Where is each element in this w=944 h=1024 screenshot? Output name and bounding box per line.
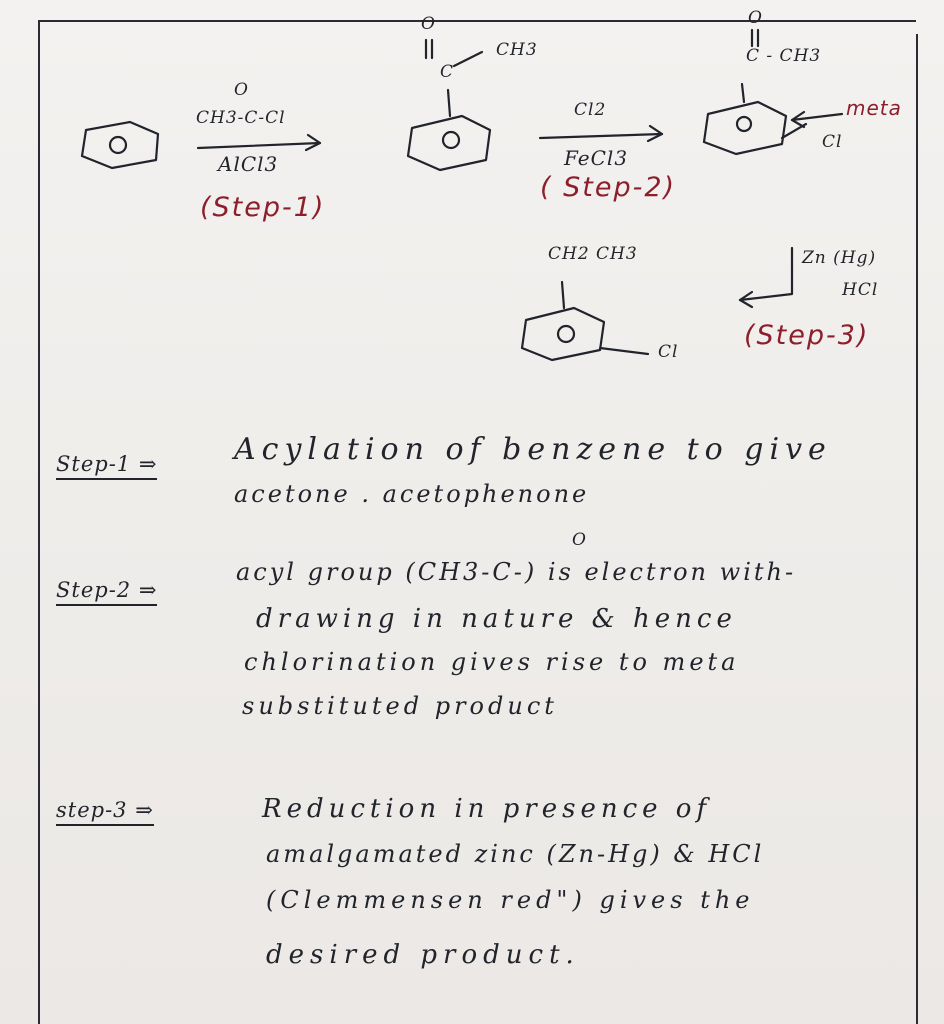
reagent1-oxygen: O bbox=[234, 80, 249, 100]
note-step-2-line-4: substituted product bbox=[242, 692, 558, 720]
product1-methyl: CH3 bbox=[496, 40, 538, 60]
benzene-ring-4-circle bbox=[558, 326, 574, 342]
benzene-ring-2-circle bbox=[443, 132, 459, 148]
reagent3-zn-hg: Zn (Hg) bbox=[802, 248, 877, 268]
benzene-ring-1-circle bbox=[110, 137, 126, 153]
benzene-ring-3-circle bbox=[737, 117, 751, 131]
arrow-2-shaft bbox=[540, 134, 662, 138]
note-step-2-acyl-oxygen: O bbox=[572, 530, 587, 550]
product3-ethyl: CH2 CH3 bbox=[548, 244, 638, 264]
note-step-3-line-4: desired product. bbox=[266, 940, 580, 970]
ring4-stem bbox=[562, 282, 564, 308]
step1-label: (Step-1) bbox=[200, 192, 326, 223]
note-step-3-line-2: amalgamated zinc (Zn-Hg) & HCl bbox=[266, 840, 765, 868]
note-step-2-line-1: acyl group (CH3-C-) is electron with- bbox=[236, 558, 797, 586]
benzene-ring-3 bbox=[704, 102, 786, 154]
note-step-3-label: step-3 ⇒ bbox=[56, 798, 154, 826]
benzene-ring-4 bbox=[522, 308, 604, 360]
cl-bond-4 bbox=[600, 348, 648, 354]
product3-chlorine: Cl bbox=[658, 342, 679, 362]
reagent2-cl2: Cl2 bbox=[574, 100, 607, 120]
note-step-1-line-2: acetone . acetophenone bbox=[234, 480, 590, 508]
product1-carbon: C bbox=[440, 62, 455, 82]
note-step-2-label: Step-2 ⇒ bbox=[56, 578, 157, 606]
arrow-3 bbox=[740, 248, 792, 300]
note-step-1-line-1: Acylation of benzene to give bbox=[234, 432, 832, 467]
ring2-stem bbox=[448, 90, 450, 116]
product2-oxygen: O bbox=[748, 8, 763, 28]
benzene-ring-2 bbox=[408, 116, 490, 170]
benzene-ring-1 bbox=[82, 122, 158, 168]
product2-chlorine: Cl bbox=[822, 132, 843, 152]
note-step-1-label: Step-1 ⇒ bbox=[56, 452, 157, 480]
product1-oxygen: O bbox=[421, 14, 436, 34]
note-step-3-line-3: (Clemmensen red") gives the bbox=[266, 886, 755, 914]
note-step-2-line-3: chlorination gives rise to meta bbox=[244, 648, 740, 676]
product2-acetyl: C - CH3 bbox=[746, 46, 822, 66]
note-step-3-line-1: Reduction in presence of bbox=[262, 794, 712, 824]
arrow-1-shaft bbox=[198, 143, 320, 148]
reagent3-hcl: HCl bbox=[842, 280, 879, 300]
reagent1-alcl3: AlCl3 bbox=[218, 152, 279, 176]
acetyl-bond-1 bbox=[454, 52, 482, 66]
step2-label: ( Step-2) bbox=[540, 172, 677, 203]
meta-label: meta bbox=[846, 96, 902, 120]
reagent1-acetyl-chloride: CH3-C-Cl bbox=[196, 108, 286, 128]
ring3-stem bbox=[742, 84, 744, 102]
note-step-2-line-2: drawing in nature & hence bbox=[256, 604, 737, 634]
step3-label: (Step-3) bbox=[744, 320, 870, 351]
reagent2-fecl3: FeCl3 bbox=[564, 146, 629, 170]
